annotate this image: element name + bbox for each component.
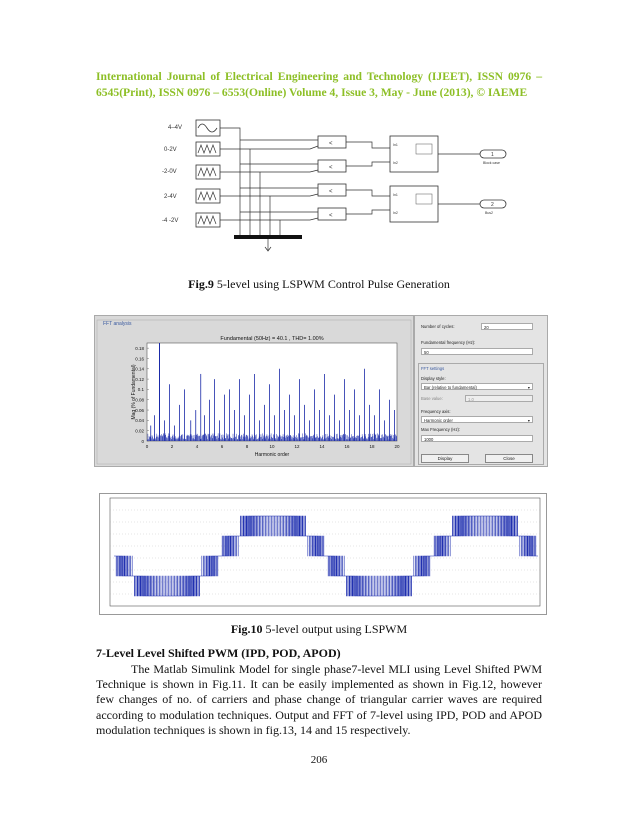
svg-text:In2: In2 <box>393 161 398 165</box>
source-label-3: -2-0V <box>162 169 177 175</box>
fft-analysis-panel <box>94 315 414 467</box>
y-tick-label: 0.1 <box>137 387 144 393</box>
x-tick-label: 10 <box>269 444 275 449</box>
fft-settings-panel <box>414 315 548 467</box>
freq-axis-select[interactable] <box>421 416 533 423</box>
source-label-1: 4–4V <box>168 125 183 131</box>
fft-panel-title: FFT analysis <box>103 321 132 327</box>
y-tick-label: 0.16 <box>135 356 144 362</box>
signal-lines <box>220 128 318 235</box>
carrier-block-3 <box>196 189 220 203</box>
fig10-caption-label: Fig.10 <box>230 622 263 636</box>
fft-xlabel: Harmonic order <box>254 452 290 458</box>
x-tick-label: 4 <box>195 444 199 449</box>
y-tick-label: 0.06 <box>135 407 144 413</box>
display-style-value: Bar (relative to fundamental) <box>424 385 477 390</box>
x-tick-label: 8 <box>245 444 249 449</box>
relational-operator-4 <box>318 208 346 220</box>
svg-text:<: < <box>329 189 333 195</box>
fft-settings-title: FFT settings <box>421 366 445 371</box>
y-tick-label: 0 <box>141 438 144 444</box>
sine-source-block <box>196 120 220 136</box>
svg-text:<: < <box>329 213 333 219</box>
subsystem-block-2 <box>390 186 438 222</box>
x-tick-label: 0 <box>145 444 149 449</box>
fft-chart <box>95 316 413 466</box>
subsystem-block-1 <box>390 136 438 172</box>
fig9-caption <box>0 277 638 292</box>
y-tick-label: 0.08 <box>135 397 144 403</box>
display-style-select[interactable] <box>421 383 533 390</box>
mux-bar <box>234 235 302 239</box>
display-button[interactable]: Display <box>421 454 469 463</box>
section-paragraph: The Matlab Simulink Model for single phase7-level MLI using Level Shifted PWM Technique is shown in Fig.11. It can be easily implemented as shown in Fig.12, however few changes of no. of carriers and phase change of triangular carrier waves are required according to modulation techniques. Output and FFT of 7-level using IPD, POD and APOD modulation techniques is shown in fig.13, 14 and 15 respectively. <box>96 662 542 737</box>
source-label-2: 0-2V <box>164 147 177 153</box>
y-tick-label: 0.02 <box>135 428 144 434</box>
relational-operator-1 <box>318 136 346 148</box>
y-tick-label: 0.04 <box>135 418 144 424</box>
relational-operator-3 <box>318 184 346 196</box>
section-heading: 7-Level Level Shifted PWM (IPD, POD, APOD) <box>96 646 341 660</box>
relational-operator-2 <box>318 160 346 172</box>
output-waveform-panel <box>99 493 547 615</box>
base-value-label: Base value: <box>421 396 443 401</box>
fig9-caption-label: Fig.9 <box>188 277 214 291</box>
svg-text:In1: In1 <box>393 143 398 147</box>
page-number: 206 <box>310 754 328 766</box>
y-tick-label: 0.12 <box>135 376 144 382</box>
out-port-1-number: 1 <box>491 152 494 158</box>
svg-text:In1: In1 <box>393 193 398 197</box>
display-style-label: Display style: <box>421 376 446 381</box>
svg-text:<: < <box>329 141 333 147</box>
x-tick-label: 14 <box>319 444 325 449</box>
y-tick-label: 0.18 <box>135 345 144 351</box>
carrier-block-1 <box>196 142 220 156</box>
x-tick-label: 16 <box>344 444 350 449</box>
x-tick-label: 2 <box>170 444 174 449</box>
out-port-2-number: 2 <box>491 202 494 208</box>
out-port-2-label: Bus2 <box>485 211 493 215</box>
x-tick-label: 18 <box>369 444 375 449</box>
fund-freq-label: Fundamental frequency (Hz): <box>421 340 476 345</box>
chevron-down-icon: ▾ <box>527 418 530 423</box>
cycles-input[interactable]: 20 <box>481 323 533 330</box>
journal-header: International Journal of Electrical Engineering and Technology (IJEET), ISSN 0976 – 6545(Print), ISSN 0976 – 6553(Online) Volume 4, Issue 3, May - June (2013), © IAEME <box>96 70 542 99</box>
freq-axis-label: Frequency axis: <box>421 409 451 414</box>
output-waveform <box>100 494 546 614</box>
fft-plot-title: Fundamental (50Hz) = 40.1 , THD= 1.00% <box>220 336 324 342</box>
carrier-block-4 <box>196 213 220 227</box>
cycles-label: Number of cycles: <box>421 324 455 329</box>
max-freq-label: Max Frequency (Hz): <box>421 427 461 432</box>
fig10-caption-text: 5-level output using LSPWM <box>262 622 408 636</box>
source-label-5: -4 -2V <box>162 218 179 224</box>
svg-text:In2: In2 <box>393 211 398 215</box>
fft-ylabel: Mag (% of Fundamental) <box>131 364 137 420</box>
x-tick-labels <box>146 444 400 449</box>
max-freq-input[interactable]: 1000 <box>421 435 533 442</box>
y-tick-label: 0.14 <box>135 366 144 372</box>
svg-text:<: < <box>329 165 333 171</box>
chevron-down-icon: ▾ <box>527 385 530 390</box>
close-button[interactable]: Close <box>485 454 533 463</box>
fig9-caption-text: 5-level using LSPWM Control Pulse Generation <box>213 277 450 291</box>
x-tick-label: 20 <box>394 444 400 449</box>
carrier-block-2 <box>196 165 220 179</box>
x-tick-label: 6 <box>220 444 224 449</box>
source-labels <box>162 125 182 224</box>
out-port-1-label: Block case <box>483 161 500 165</box>
source-label-4: 2-4V <box>164 194 177 200</box>
base-value-input[interactable]: 1.0 <box>465 395 533 402</box>
fig10-caption <box>0 622 638 637</box>
freq-axis-value: Harmonic order <box>424 418 453 423</box>
fund-freq-input[interactable]: 50 <box>421 348 533 355</box>
simulink-model-diagram <box>150 110 525 260</box>
x-tick-label: 12 <box>294 444 300 449</box>
